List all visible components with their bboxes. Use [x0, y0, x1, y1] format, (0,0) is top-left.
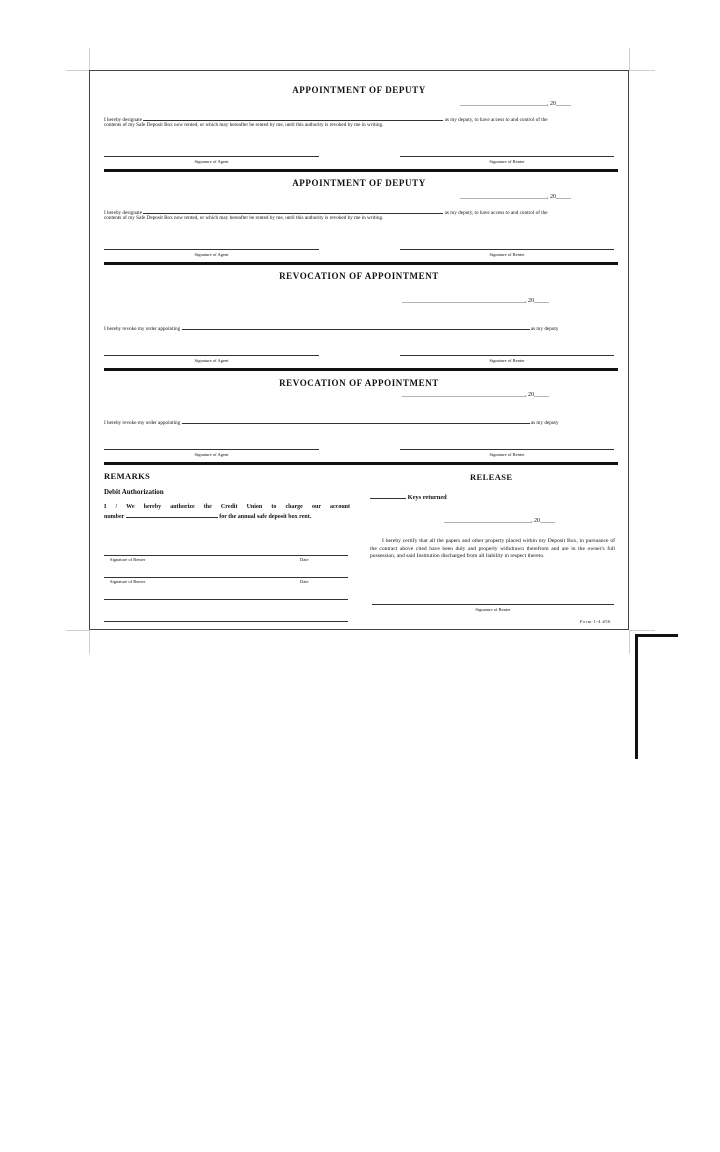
deputy-authority-text: contents of my Safe Deposit Box now rented, or which may hereafter be rented by me, until this authority is revoked by me in writing.: [104, 215, 384, 221]
date-line: _________________________________________, 20_____: [402, 392, 549, 398]
renter-signature-field[interactable]: [400, 249, 614, 250]
renter-signature-field[interactable]: [104, 555, 348, 556]
deputy-designation-line: I hereby designate as my deputy, to have access to and control of the: [104, 117, 548, 123]
agent-signature-field[interactable]: [104, 449, 319, 450]
date-line: _____________________________, 20_____: [460, 194, 571, 200]
crop-mark: [66, 630, 89, 631]
signature-label: Signature of Agent: [194, 358, 229, 363]
section-title: REVOCATION OF APPOINTMENT: [279, 378, 439, 388]
signature-label: Signature of Agent: [194, 252, 229, 257]
remarks-line[interactable]: [104, 621, 348, 622]
date-label: Date: [300, 557, 309, 562]
signature-label: Signature of Renter: [110, 579, 146, 584]
agent-signature-field[interactable]: [104, 355, 319, 356]
deputy-name-field[interactable]: [182, 418, 530, 424]
account-number-line: number for the annual safe deposit box rent.: [104, 514, 312, 520]
remarks-line[interactable]: [104, 599, 348, 600]
section-divider: [104, 169, 618, 172]
safe-deposit-form: [89, 70, 629, 630]
form-code: Form 1-4 #56: [580, 619, 611, 624]
section-divider: [104, 462, 618, 465]
section-title: APPOINTMENT OF DEPUTY: [292, 85, 426, 95]
keys-returned-line: Keys returned: [370, 493, 447, 501]
signature-label: Signature of Renter: [489, 159, 525, 164]
date-label: Date: [300, 579, 309, 584]
crop-mark: [629, 48, 630, 70]
section-title: REVOCATION OF APPOINTMENT: [279, 271, 439, 281]
renter-signature-field[interactable]: [104, 577, 348, 578]
signature-label: Signature of Agent: [194, 452, 229, 457]
deputy-designation-line: I hereby designate as my deputy, to have access to and control of the: [104, 210, 548, 216]
debit-authorization-heading: Debit Authorization: [104, 488, 164, 496]
renter-signature-field[interactable]: [400, 355, 614, 356]
release-certification-text: I hereby certify that all the papers and other property placed within my Deposit Box, in pursuance of the contract above cited have been duly and properly withdrawn therefrom and are in the owner's full possession, and said Institution discharged from all liability in respect thereto.: [370, 538, 615, 560]
renter-signature-field[interactable]: [372, 604, 614, 605]
signature-label: Signature of Renter: [110, 557, 146, 562]
section-divider: [104, 262, 618, 265]
corner-mark: [635, 634, 678, 759]
date-line: _________________________________________, 20_____: [402, 298, 549, 304]
deputy-name-field[interactable]: [143, 208, 443, 214]
account-number-field[interactable]: [126, 512, 218, 518]
remarks-heading: REMARKS: [104, 471, 151, 481]
agent-signature-field[interactable]: [104, 249, 319, 250]
crop-mark: [629, 630, 630, 654]
signature-label: Signature of Renter: [489, 252, 525, 257]
signature-label: Signature of Agent: [194, 159, 229, 164]
renter-signature-field[interactable]: [400, 449, 614, 450]
section-title: APPOINTMENT OF DEPUTY: [292, 178, 426, 188]
release-heading: RELEASE: [470, 472, 513, 482]
revocation-line: I hereby revoke my order appointing as my deputy: [104, 420, 559, 426]
debit-authorization-text: I / We hereby authorize the Credit Union to charge our account: [104, 504, 350, 510]
revocation-line: I hereby revoke my order appointing as my deputy: [104, 326, 559, 332]
crop-mark: [89, 48, 90, 70]
signature-label: Signature of Renter: [489, 452, 525, 457]
signature-label: Signature of Renter: [475, 607, 511, 612]
crop-mark: [66, 70, 89, 71]
deputy-name-field[interactable]: [143, 115, 443, 121]
crop-mark: [629, 70, 655, 71]
date-line: _____________________________, 20_____: [460, 101, 571, 107]
section-divider: [104, 368, 618, 371]
renter-signature-field[interactable]: [400, 156, 614, 157]
signature-label: Signature of Renter: [489, 358, 525, 363]
agent-signature-field[interactable]: [104, 156, 319, 157]
crop-mark: [89, 630, 90, 654]
keys-returned-field[interactable]: [370, 493, 406, 499]
crop-mark: [629, 630, 655, 631]
date-line: _____________________________, 20_____: [444, 518, 555, 524]
deputy-authority-text: contents of my Safe Deposit Box now rented, or which may hereafter be rented by me, until this authority is revoked by me in writing.: [104, 122, 384, 128]
deputy-name-field[interactable]: [182, 324, 530, 330]
